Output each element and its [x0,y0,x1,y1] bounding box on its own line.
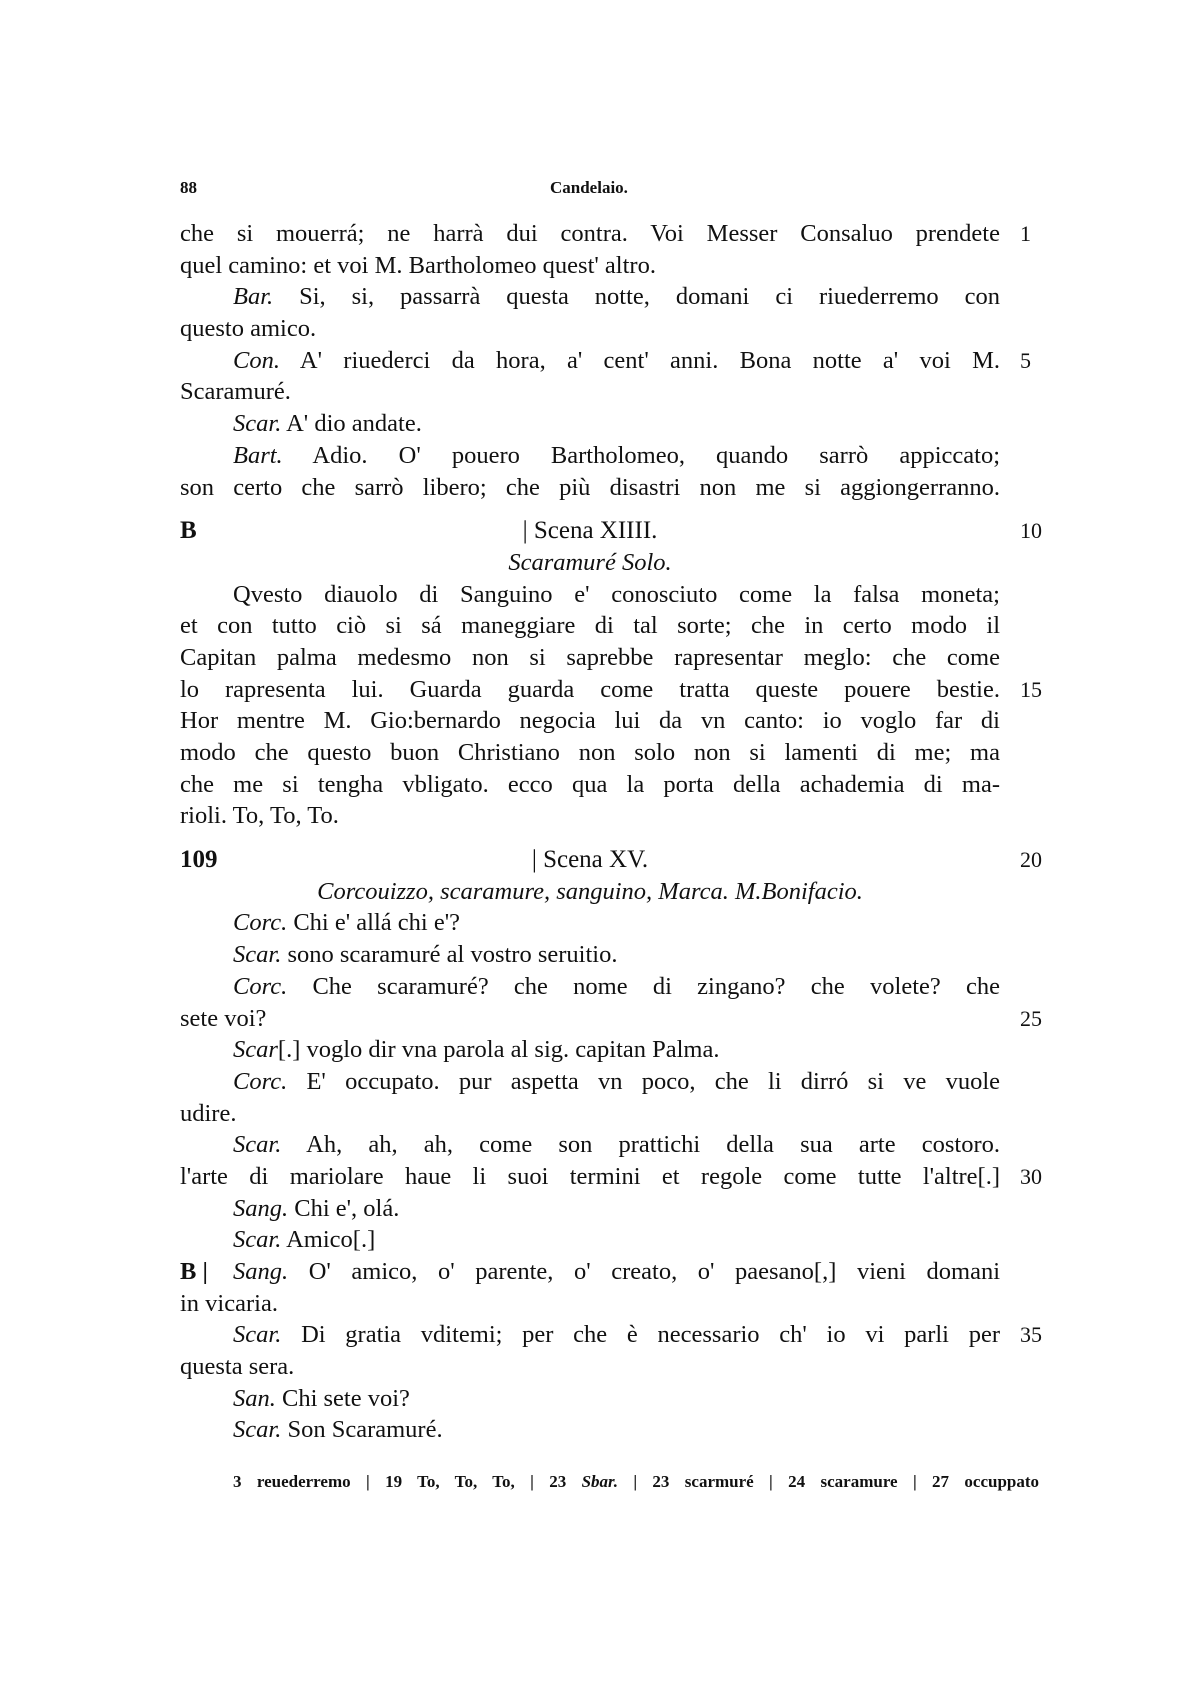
text-line: Qvesto diauolo di Sanguino e' conosciuto come la falsa moneta; [233,580,1000,608]
text-line: questa sera. [180,1353,295,1381]
body-text [180,218,1042,1446]
text-line: che me si tengha vbligato. ecco qua la porta della achademia di ma- [180,770,1000,798]
speaker-label: Bar. [233,283,274,311]
text-line: rioli. To, To, To. [180,802,339,830]
page-number: 88 [180,178,197,197]
text-line: Sang. Chi e', olá. [233,1194,400,1222]
text-line: che si mouerrá; ne harrà dui contra. Voi Messer Consaluo prendete 1 [180,218,1000,250]
scene-subtitle: Scaramuré Solo. [508,548,672,576]
speaker-label: Scar [233,1036,278,1064]
speaker-label: Scar. [233,1226,282,1254]
speaker-label: Scar. [233,941,282,969]
text-line: Scar[.] voglo dir vna parola al sig. capitan Palma. [233,1036,720,1064]
line-number: 15 [1020,676,1042,702]
text-line: Scar. Ah, ah, ah, come son prattichi della sua arte costoro. [233,1131,1000,1159]
text-line: Capitan palma medesmo non si saprebbe rapresentar meglo: che come [180,643,1000,671]
text-line: quel camino: et voi M. Bartholomeo quest' altro. [180,251,656,279]
scene-subtitle: Corcouizzo, scaramure, sanguino, Marca. M.Bonifacio. [317,877,863,905]
text-line: questo amico. [180,315,317,343]
text-line: modo che questo buon Christiano non solo non si lamenti di me; ma [180,739,1000,766]
text-line: Scar. Son Scaramuré. [233,1416,443,1444]
speaker-label: San. [233,1384,276,1412]
spacer [180,832,1000,844]
scene-title: B | Scena XIIII. 10 [180,515,1000,547]
speaker-label: Corc. [233,909,288,937]
speaker-label: Scar. [233,410,282,438]
speaker-label: Sang. [233,1258,289,1285]
speaker-label: Scar. [233,1416,282,1444]
text-line: udire. [180,1099,237,1127]
line-number: 1 [1020,221,1031,246]
speaker-label: Con. [233,346,280,374]
running-title: Candelaio. [550,178,628,197]
line-number: 5 [1020,347,1031,373]
margin-note: B | [180,1258,208,1285]
speaker-label: Scar. [233,1321,282,1349]
line-number: 35 [1020,1322,1042,1348]
text-line: Scar. Amico[.] [233,1226,376,1254]
margin-note: 109 [180,846,218,874]
text-line: Scar. A' dio andate. [233,410,422,438]
scene-title: 109 | Scena XV. 20 [180,844,1000,876]
text-line: Bar. Si, si, passarrà questa notte, domani ci riuederremo con [233,283,1000,311]
running-header [180,178,1040,208]
text-line: son certo che sarrò libero; che più disastri non me si aggiongerranno. [180,473,1000,501]
text-line: Con. A' riuederci da hora, a' cent' anni. Bona notte a' voi M. 5 [180,345,1000,377]
text-line: et con tutto ciò si sá maneggiare di tal sorte; che in certo modo il [180,612,1000,640]
text-line: Corc. Che scaramuré? che nome di zingano? che volete? che [233,972,1001,1000]
text-line: sete voi? 25 [180,1003,1000,1035]
line-number: 25 [1020,1005,1042,1031]
text-line: l'arte di mariolare haue li suoi termini et regole come tutte l'altre[.] 30 [180,1161,1000,1193]
text-line: Corc. E' occupato. pur aspetta vn poco, che li dirró si ve vuole [233,1067,1000,1095]
text-line: Scaramuré. [180,378,291,406]
speaker-label: Corc. [233,1067,288,1095]
margin-note: B [180,517,197,545]
text-line: Scar. sono scaramuré al vostro seruitio. [233,941,618,969]
text-line: B | Sang. O' amico, o' parente, o' creato, o' paesano[,] vieni domani [180,1256,1000,1288]
speaker-label: Sang. [233,1194,289,1222]
line-number: 10 [1020,518,1042,544]
speaker-label: Bart. [233,441,283,469]
text-line: San. Chi sete voi? [233,1384,410,1412]
apparatus-footnote: 3 reuederremo | 19 To, To, To, | 23 Sbar. | 23 scarmuré | 24 scaramure | 27 occuppato [233,1472,1040,1491]
speaker-label: Scar. [233,1131,282,1159]
speaker-label: Corc. [233,972,288,1000]
line-number: 30 [1020,1163,1042,1189]
text-line: Bart. Adio. O' pouero Bartholomeo, quando sarrò appiccato; [233,441,1000,469]
text-line: Hor mentre M. Gio:bernardo negocia lui da vn canto: io voglo far di [180,707,1000,735]
text-line: in vicaria. [180,1289,278,1317]
editorial-bracket: [.] [277,1036,301,1064]
line-number: 20 [1020,847,1042,873]
spacer [180,503,1000,515]
text-line: Scar. Di gratia vditemi; per che è necessario ch' io vi parli per 35 [180,1319,1000,1351]
text-line: lo rapresenta lui. Guarda guarda come tratta queste pouere bestie. 15 [180,674,1000,706]
text-line: Corc. Chi e' allá chi e'? [233,909,460,937]
